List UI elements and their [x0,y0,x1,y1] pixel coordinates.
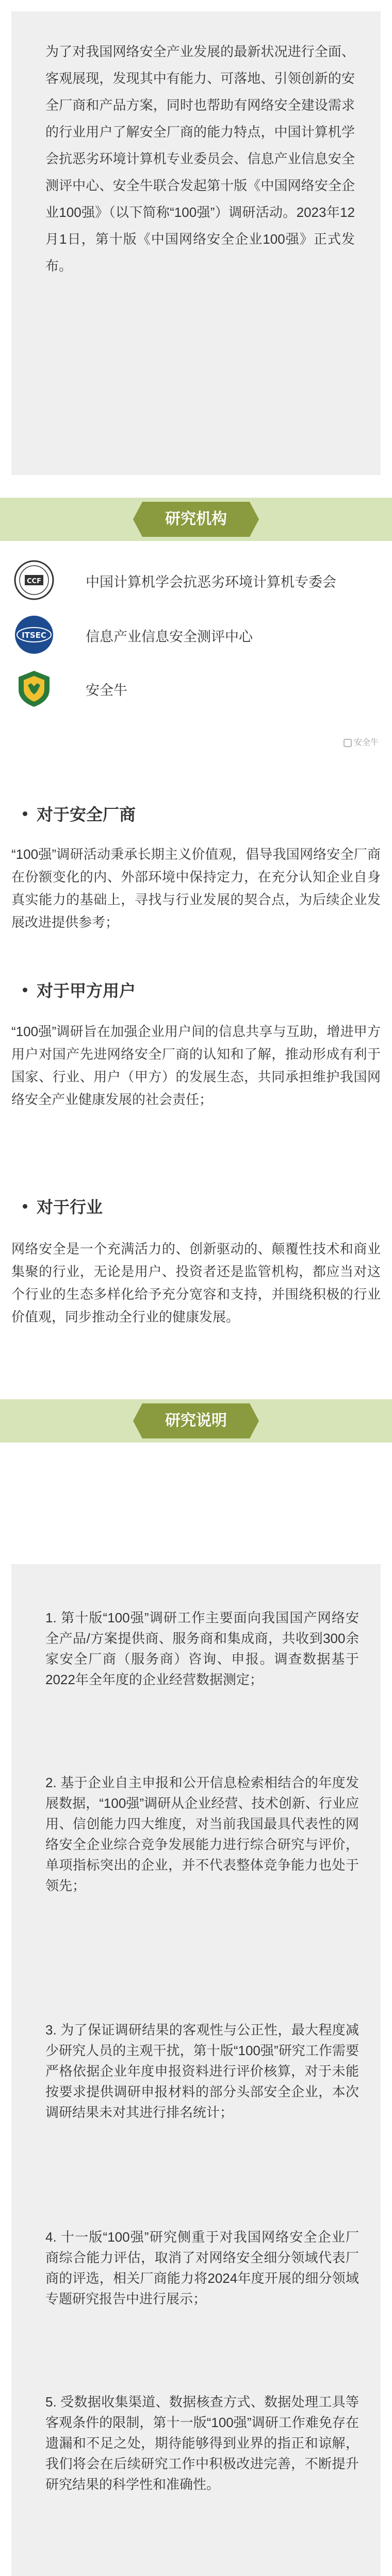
note-item: 3. 为了保证调研结果的客观性与公正性，最大程度减少研究人员的主观干扰，第十版“100强”研究工作需要严格依据企业年度申报资料进行评价核算，对于未能按要求提供调研申报材料的部分头部安全企业，本次调研结果未对其进行排名统计； [45,2022,359,2120]
bullet-dot-icon [23,1204,27,1209]
section-banner-orgs [0,498,392,541]
org-row-ccf [13,556,364,604]
paragraph-industry: 网络安全是一个充满活力的、创新驱动的、颠覆性技术和商业集聚的行业，无论是用户、投资者还是监管机构，都应当对这个行业的生态多样化给予充分宽容和支持，并围绕积极的行业价值观，同步推动全行业的健康发展。 [11,1241,381,1325]
subhead-text: 对于行业 [37,1198,103,1216]
org-row-itsec [13,611,364,658]
paragraph-users: “100强”调研旨在加强企业用户间的信息共享与互助，增进甲方用户对国产先进网络安全厂商的认知和了解，推动形成有利于国家、行业、用户（甲方）的发展生态，共同承担维护我国网络安全产业健康发展的社会责任； [11,1024,381,1107]
ccf-seal-logo-icon [13,560,55,601]
watermark-text: 安全牛 [353,738,379,747]
wechat-account-icon [344,739,352,747]
org-name: 中国计算机学会抗恶劣环境计算机专委会 [86,574,336,590]
intro-text: 为了对我国网络安全产业发展的最新状况进行全面、客观展现，发现其中有能力、可落地、引领创新的安全厂商和产品方案，同时也帮助有网络安全建设需求的行业用户了解安全厂商的能力特点，中国计算机学会抗恶劣环境计算机专业委员会、信息产业信息安全测评中心、安全牛联合发起第十版《中国网络安全企业100强》（以下简称“100强”）调研活动。2023年12月1日，第十版《中国网络安全企业100强》正式发布。 [45,44,355,274]
section-banner-notes [0,1399,392,1443]
intro-box [11,11,381,475]
subhead-text: 对于安全厂商 [37,805,136,824]
subhead-users [23,978,136,1002]
paragraph-vendors: “100强”调研活动秉承长期主义价值观，倡导我国网络安全厂商在份额变化的内、外部环境中保持定力，在充分认知企业自身真实能力的基础上，寻找与行业发展的契合点，为后续企业发展改进提供参考； [11,846,381,930]
note-item: 5. 受数据收集渠道、数据核查方式、数据处理工具等客观条件的限制，第十一版“100强”调研工作难免存在遗漏和不足之处，期待能够得到业界的指正和谅解，我们将会在后续研究工作中积极改进完善，不断提升研究结果的科学性和准确性。 [45,2394,359,2492]
note-item: 2. 基于企业自主申报和公开信息检索相结合的年度发展数据，“100强”调研从企业经营、技术创新、行业应用、信创能力四大维度，对当前我国最具代表性的网络安全企业综合竞争发展能力进行综合研究与评价，单项指标突出的企业，并不代表整体竞争能力也处于领先； [45,1775,359,1893]
subhead-text: 对于甲方用户 [37,981,136,1000]
org-name: 安全牛 [86,683,127,698]
itsec-logo-text: ITSEC [22,631,46,640]
org-name: 信息产业信息安全测评中心 [86,629,253,645]
bullet-dot-icon [23,988,27,992]
bullet-dot-icon [23,811,27,816]
subhead-industry [23,1194,103,1218]
subhead-vendors [23,802,136,825]
section-title-notes: 研究说明 [142,1403,250,1438]
watermark [344,736,379,748]
aqniu-bull-logo-icon [13,668,55,709]
itsec-logo-icon [13,614,55,655]
org-row-aqniu [13,665,364,712]
notes-box [11,1564,381,2576]
note-item: 4. 十一版“100强”研究侧重于对我国网络安全企业厂商综合能力评估，取消了对网络安全细分领域代表厂商的评选，相关厂商能力将2024年度开展的细分领域专题研究报告中进行展示； [45,2229,359,2307]
section-title-orgs: 研究机构 [142,502,250,537]
note-item: 1. 第十版“100强”调研工作主要面向我国国产网络安全产品/方案提供商、服务商和集成商，共收到300余家安全厂商（服务商）咨询、申报。调查数据基于2022年全年度的企业经营数据测定； [45,1610,359,1687]
ccf-logo-text: CCF [27,578,41,585]
